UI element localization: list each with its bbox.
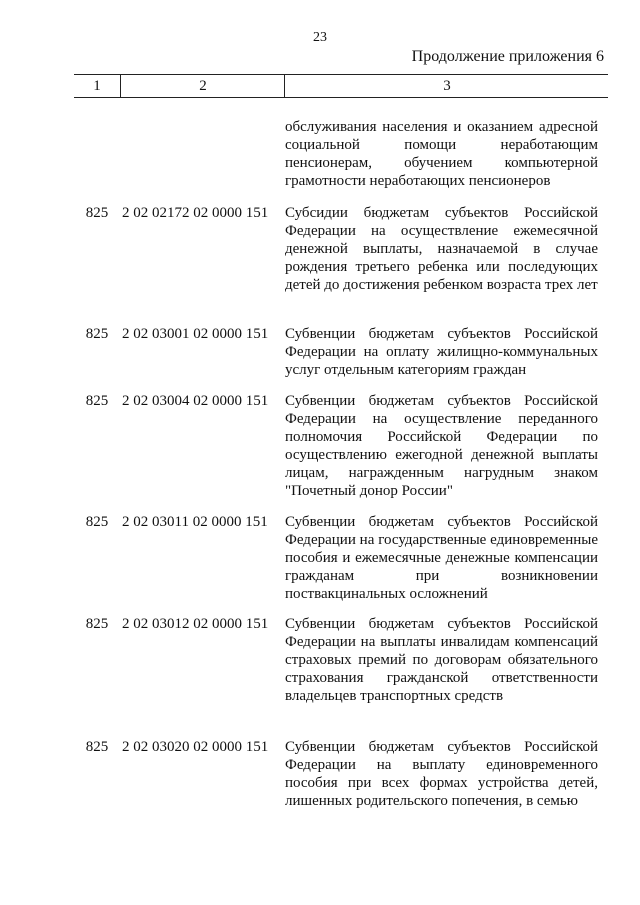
table-header [74,74,608,98]
revenue-description: Субсидии бюджетам субъектов Российской Федерации на осуществление ежемесячной денежной выплаты, назначаемой в случае рождения третьего ребенка или последующих детей до достижения ребенком возраста трех лет [285,205,598,293]
revenue-description: Субвенции бюджетам субъектов Российской Федерации на оплату жилищно-коммунальных услуг отдельным категориям граждан [285,326,598,378]
header-col-3: 3 [284,75,609,97]
admin-code: 825 [85,393,109,409]
revenue-description: Субвенции бюджетам субъектов Российской Федерации на выплату единовременного пособия при всех формах устройства детей, лишенных родительского попечения, в семью [285,739,598,809]
budget-classification-code: 2 02 03011 02 0000 151 [122,514,268,530]
budget-classification-code: 2 02 03012 02 0000 151 [122,616,269,632]
revenue-description: Субвенции бюджетам субъектов Российской Федерации на осуществление переданного полномочия Российской Федерации по осуществлению ежегодной денежной выплаты лицам, награжденным нагрудным знаком "Почетный донор России" [285,393,598,499]
header-col-2: 2 [120,75,285,97]
admin-code: 825 [85,326,109,342]
budget-classification-code: 2 02 03001 02 0000 151 [122,326,269,342]
appendix-continuation-label: Продолжение приложения 6 [411,48,604,65]
revenue-description: Субвенции бюджетам субъектов Российской Федерации на государственные единовременные пособия и ежемесячные денежные компенсации гражданам при возникновении поствакцинальных осложнений [285,514,598,602]
admin-code: 825 [85,205,109,221]
revenue-description: Субвенции бюджетам субъектов Российской Федерации на выплаты инвалидам компенсаций страховых премий по договорам обязательного страхования гражданской ответственности владельцев транспортных средств [285,616,598,704]
budget-classification-code: 2 02 03004 02 0000 151 [122,393,269,409]
admin-code: 825 [85,616,109,632]
admin-code: 825 [85,514,109,530]
carryover-description: обслуживания населения и оказанием адресной социальной помощи неработающим пенсионерам, обучением компьютерной грамотности неработающих пенсионеров [285,119,598,189]
header-col-1: 1 [93,78,101,94]
page-number: 23 [313,30,327,45]
budget-classification-code: 2 02 03020 02 0000 151 [122,739,269,755]
budget-classification-code: 2 02 02172 02 0000 151 [122,205,269,221]
admin-code: 825 [85,739,109,755]
